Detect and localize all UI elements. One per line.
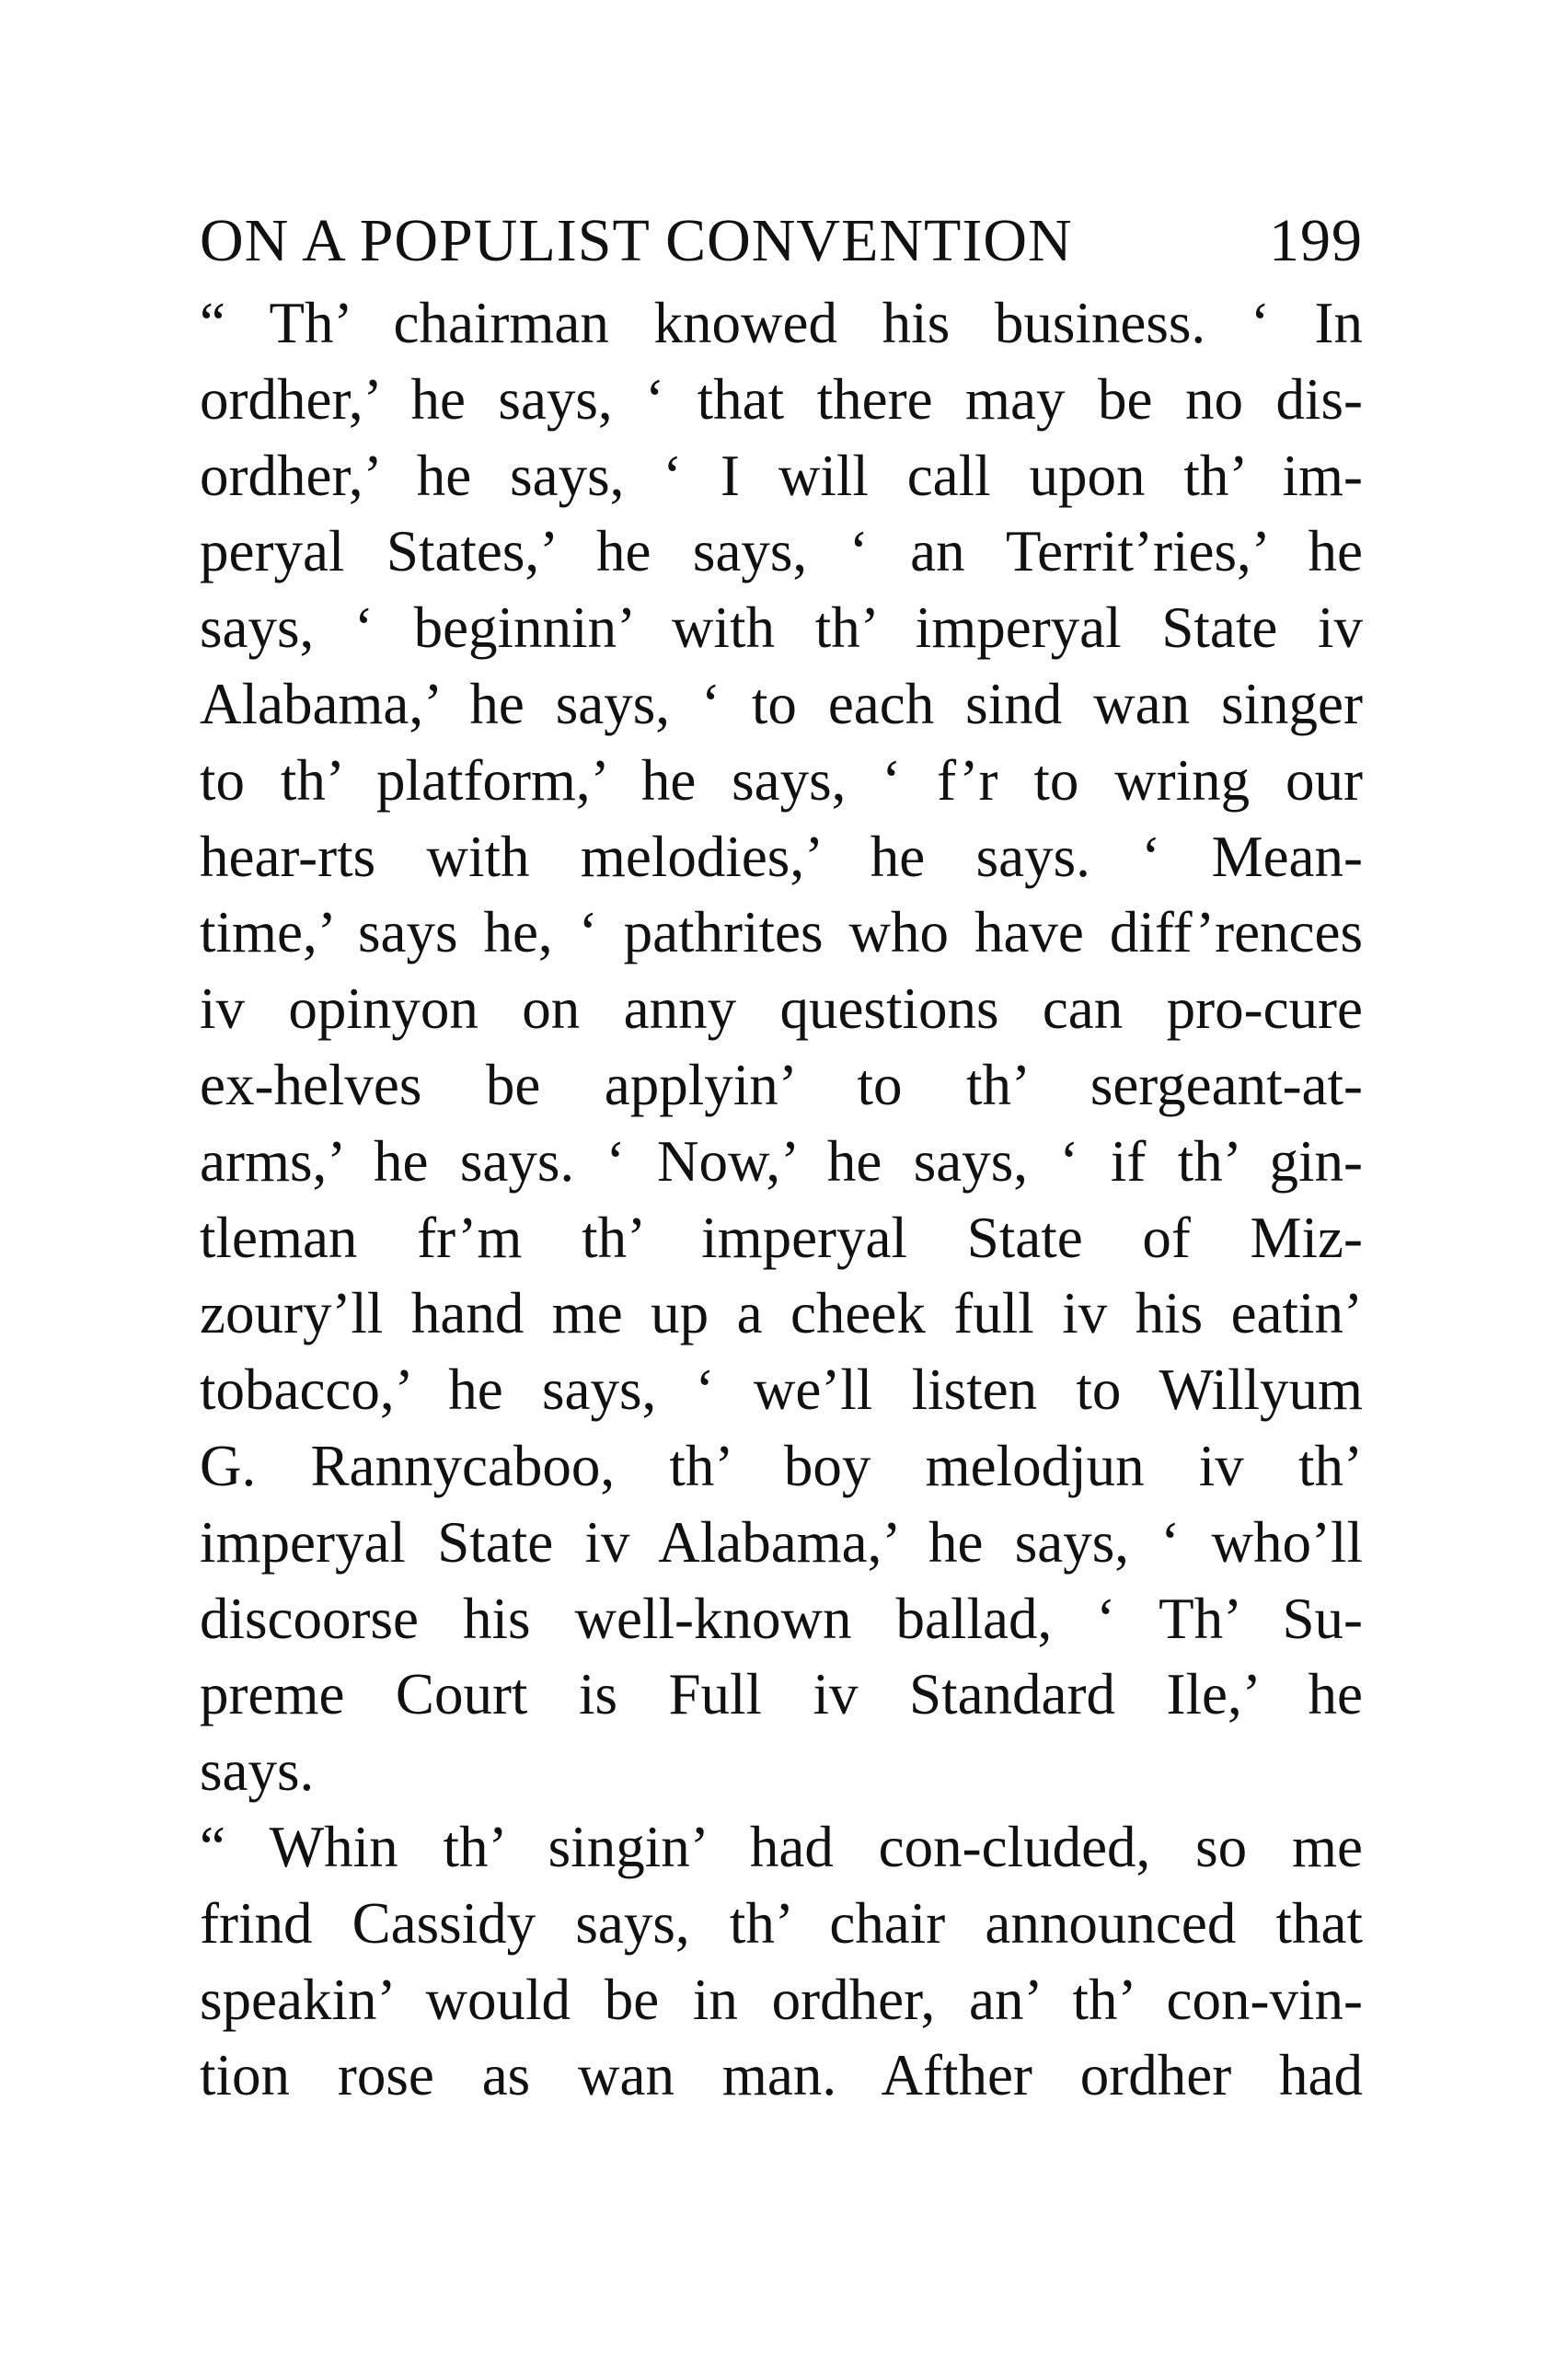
- text-line: imperyal State iv Alabama,’ he says, ‘ who’ll: [200, 1509, 1363, 1575]
- text-line: time,’ says he, ‘ pathrites who have diff’rences: [200, 900, 1363, 965]
- text-line: tobacco,’ he says, ‘ we’ll listen to Willyum: [200, 1357, 1363, 1423]
- text-line: preme Court is Full iv Standard Ile,’ he: [200, 1662, 1363, 1727]
- text-line: Alabama,’ he says, ‘ to each sind wan singer: [200, 671, 1363, 736]
- running-head: [200, 204, 1363, 278]
- text-line: ordher,’ he says, ‘ that there may be no dis-: [200, 366, 1363, 432]
- chapter-title: ON A POPULIST CONVENTION: [200, 207, 1073, 274]
- text-line: hear-rts with melodies,’ he says. ‘ Mean-: [200, 824, 1363, 889]
- text-line: tion rose as wan man. Afther ordher had: [200, 2043, 1363, 2108]
- text-line: says, ‘ beginnin’ with th’ imperyal State iv: [200, 595, 1363, 661]
- page-number: 199: [1269, 207, 1363, 274]
- text-line: speakin’ would be in ordher, an’ th’ con-vin-: [200, 1967, 1363, 2032]
- text-line: ordher,’ he says, ‘ I will call upon th’ im-: [200, 443, 1363, 508]
- text-line: tleman fr’m th’ imperyal State of Miz-: [200, 1205, 1363, 1270]
- text-line: “ Th’ chairman knowed his business. ‘ In: [200, 291, 1363, 355]
- text-line: peryal States,’ he says, ‘ an Territ’ries,’ he: [200, 519, 1363, 584]
- text-line: frind Cassidy says, th’ chair announced that: [200, 1890, 1363, 1956]
- text-line: discoorse his well-known ballad, ‘ Th’ Su-: [200, 1586, 1363, 1651]
- text-line: arms,’ he says. ‘ Now,’ he says, ‘ if th’ gin-: [200, 1128, 1363, 1194]
- text-line: ex-helves be applyin’ to th’ sergeant-at-: [200, 1052, 1363, 1117]
- text-line: zoury’ll hand me up a cheek full iv his eatin’: [200, 1281, 1363, 1346]
- text-line: iv opinyon on anny questions can pro-cure: [200, 976, 1363, 1042]
- text-line: G. Rannycaboo, th’ boy melodjun iv th’: [200, 1433, 1363, 1498]
- text-line: says.: [200, 1738, 315, 1804]
- text-line: “ Whin th’ singin’ had con-cluded, so me: [200, 1814, 1363, 1879]
- body-text: [200, 285, 1363, 2114]
- text-line: to th’ platform,’ he says, ‘ f’r to wring our: [200, 747, 1363, 813]
